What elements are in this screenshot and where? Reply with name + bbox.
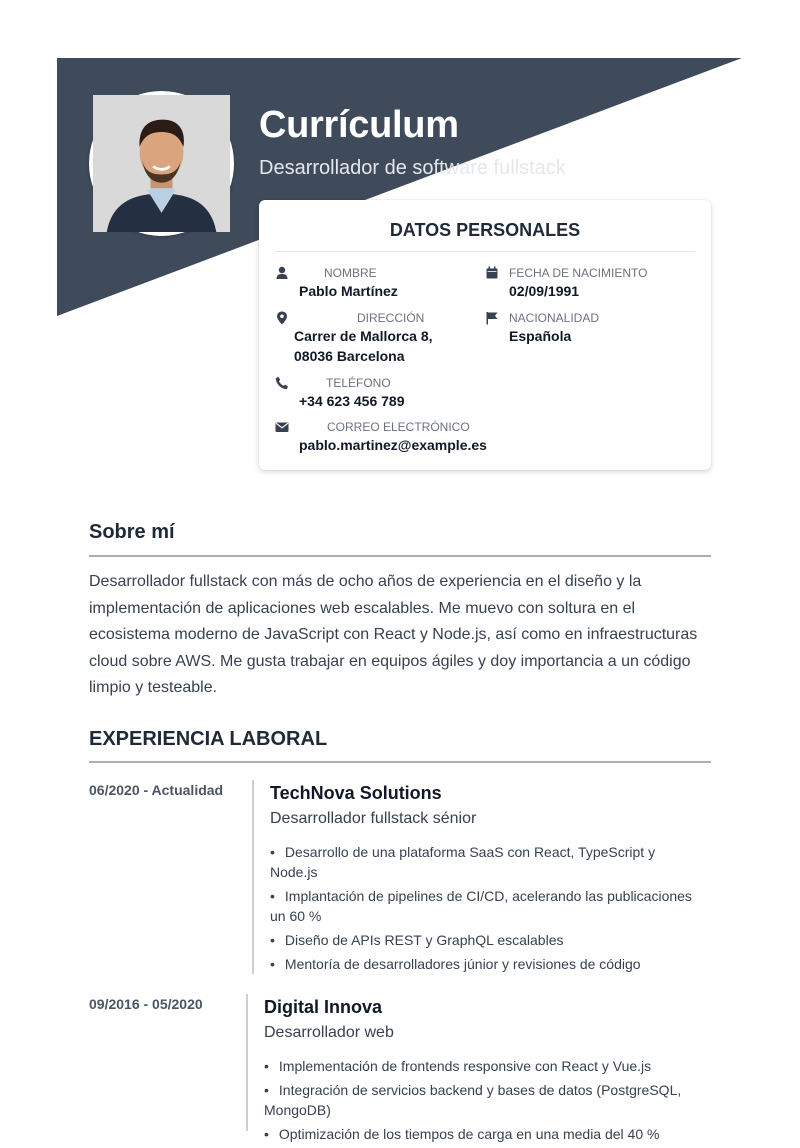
- job-dates: 06/2020 - Actualidad: [89, 782, 224, 798]
- page-subtitle: Desarrollador de software fullstack: [259, 157, 566, 179]
- name-value: Pablo Martínez: [299, 283, 398, 299]
- job-company: TechNova Solutions: [270, 783, 442, 803]
- address-label: DIRECCIÓN: [357, 311, 425, 325]
- job-bullet: • Mentoría de desarrolladores júnior y revisiones de código: [270, 954, 700, 974]
- phone-label: TELÉFONO: [326, 376, 391, 390]
- email-label: CORREO ELECTRÓNICO: [327, 420, 470, 434]
- job-role: Desarrollador fullstack sénior: [270, 810, 477, 827]
- job-company: Digital Innova: [264, 997, 383, 1017]
- experience-heading: EXPERIENCIA LABORAL: [89, 728, 328, 750]
- personal-data-card: [259, 200, 711, 470]
- phone-icon: [275, 376, 289, 390]
- birthdate-label: FECHA DE NACIMIENTO: [509, 266, 648, 280]
- calendar-icon: [485, 266, 499, 280]
- job-bullet: • Desarrollo de una plataforma SaaS con React, TypeScript y Node.js: [270, 842, 700, 882]
- job-bullets: [270, 842, 700, 978]
- timeline-line: [252, 780, 254, 974]
- nationality-label: NACIONALIDAD: [509, 311, 600, 325]
- experience-rule: [89, 761, 711, 763]
- profile-photo-image: [93, 95, 230, 232]
- address-line2: 08036 Barcelona: [294, 348, 405, 364]
- about-text: Desarrollador fullstack con más de ocho años de experiencia en el diseño y la implementación de aplicaciones web escalables. Me muevo con soltura en el ecosistema moderno de JavaScript con React y Node.js, así como en infraestructuras cloud sobre AWS. Me gusta trabajar en equipos ágiles y doy importancia a un código limpio y testeable.: [89, 573, 698, 696]
- email-value: pablo.martinez@example.es: [299, 437, 487, 453]
- card-divider: [275, 251, 695, 252]
- nationality-value: Española: [509, 328, 572, 344]
- flag-icon: [485, 311, 499, 325]
- page-title: Currículum: [259, 104, 459, 146]
- job-dates: 09/2016 - 05/2020: [89, 996, 203, 1012]
- phone-value: +34 623 456 789: [299, 393, 405, 409]
- job-bullet: • Optimización de los tiempos de carga en una media del 40 %: [264, 1124, 704, 1144]
- address-line1: Carrer de Mallorca 8,: [294, 328, 433, 344]
- envelope-icon: [275, 420, 289, 434]
- job-role: Desarrollador web: [264, 1024, 394, 1041]
- profile-photo: [89, 91, 234, 236]
- user-icon: [275, 266, 289, 280]
- job-bullet: • Integración de servicios backend y bases de datos (PostgreSQL, MongoDB): [264, 1080, 704, 1120]
- about-heading: Sobre mí: [89, 521, 175, 543]
- timeline-line: [246, 994, 248, 1131]
- job-bullets: [264, 1056, 704, 1148]
- personal-data-heading: DATOS PERSONALES: [389, 220, 581, 240]
- name-label: NOMBRE: [324, 266, 377, 280]
- job-bullet: • Implantación de pipelines de CI/CD, acelerando las publicaciones un 60 %: [270, 886, 700, 926]
- location-pin-icon: [275, 311, 289, 325]
- job-bullet: • Diseño de APIs REST y GraphQL escalables: [270, 930, 700, 950]
- job-bullet: • Implementación de frontends responsive con React y Vue.js: [264, 1056, 704, 1076]
- birthdate-value: 02/09/1991: [509, 283, 580, 299]
- about-rule: [89, 555, 711, 557]
